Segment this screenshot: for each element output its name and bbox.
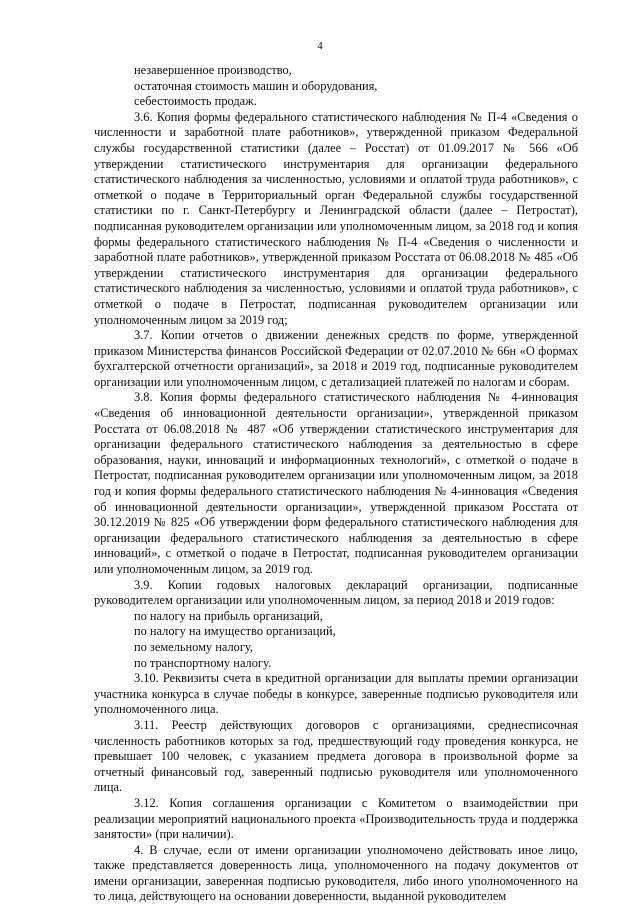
list-item: себестоимость продаж. — [134, 94, 257, 109]
list-item: по транспортному налогу. — [134, 655, 272, 670]
paragraph-3-12: 3.12. Копия соглашения организации с Комитетом о взаимодействии при реализации мероприятий национального проекта «Производительность труда и поддержка занятости» (при наличии). — [94, 795, 578, 842]
paragraph-3-10: 3.10. Реквизиты счета в кредитной организации для выплаты премии организации участника конкурса в случае победы в конкурсе, заверенные подписью руководителя или уполномоченного лица. — [94, 671, 578, 717]
paragraph-4: 4. В случае, если от имени организации уполномочено действовать иное лицо, также представляется доверенность лица, уполномоченного на подачу документов от имени организации, заверенная подписью руководителя, либо иного уполномоченного на то лица, действующего на основании доверенности, выданной руководителем — [94, 842, 578, 904]
paragraph-3-9: 3.9. Копии годовых налоговых деклараций организации, подписанные руководителем организации или уполномоченным лицом, за период 2018 и 2019 годов: — [94, 577, 578, 608]
list-item: остаточная стоимость машин и оборудования, — [134, 78, 378, 93]
list-item: по налогу на прибыль организаций, — [134, 608, 323, 623]
list-item: незавершенное производство, — [134, 63, 292, 77]
page-number: 4 — [317, 40, 323, 52]
paragraph-3-11: 3.11. Реестр действующих договоров с организациями, среднесписочная численность работников которых за год, предшествующий году проведения конкурса, не превышает 100 человек, с указанием предмета договора в произвольной форме за отчетный финансовый год, заверенный подписью руководителя или уполномоченного лица. — [94, 717, 578, 795]
document-body — [94, 63, 578, 905]
paragraph-3-6: 3.6. Копия формы федерального статистического наблюдения № П-4 «Сведения о численности и заработной плате работников», утвержденной приказом Федеральной службы государственной статистики (далее – Росстат) от 01.09.2017 № 566 «Об утверждении статистического инструментария для организации федерального статистического наблюдения за численностью, условиями и оплатой труда работников», с отметкой о подаче в Территориальный орган Федеральной службы государственной статистики по г. Санкт-Петербургу и Ленинградской области (далее – Петростат), подписанная руководителем организации или уполномоченным лицом, за 2018 год и копия формы федерального статистического наблюдения № П-4 «Сведения о численности и заработной плате работников», утвержденной приказом Росстата от 06.08.2018 № 485 «Об утверждении статистического инструментария для организации федерального статистического наблюдения за численностью, условиями и оплатой труда работников», с отметкой о подаче в Петростат, подписанная руководителем организации или уполномоченным лицом за 2019 год; — [94, 109, 578, 327]
list-item: по земельному налогу, — [134, 639, 253, 654]
paragraph-3-7: 3.7. Копии отчетов о движении денежных средств по форме, утвержденной приказом Министерства финансов Российской Федерации от 02.07.2010 № 66н «О формах бухгалтерской отчетности организаций», за 2018 и 2019 год, подписанные руководителем организации или уполномоченным лицом, с детализацией платежей по налогам и сборам. — [94, 328, 578, 389]
paragraph-3-8: 3.8. Копия формы федерального статистического наблюдения № 4-инновация «Сведения об инновационной деятельности организации», утвержденной приказом Росстата от 06.08.2018 № 487 «Об утверждении статистического инструментария для организации федерального статистического наблюдения за деятельностью в сфере образования, науки, инноваций и информационных технологий», с отметкой о подаче в Петростат, подписанная руководителем организации или уполномоченным лицом, за 2018 год и копия формы федерального статистического наблюдения № 4-инновация «Сведения об инновационной деятельности организации», утвержденной приказом Росстата от 30.12.2019 № 825 «Об утверждении форм федерального статистического наблюдения для организации федерального статистического наблюдения за деятельностью в сфере инноваций», с отметкой о подаче в Петростат, подписанная руководителем организации или уполномоченным лицом, за 2019 год. — [94, 390, 578, 576]
list-item: по налогу на имущество организаций, — [134, 624, 336, 639]
